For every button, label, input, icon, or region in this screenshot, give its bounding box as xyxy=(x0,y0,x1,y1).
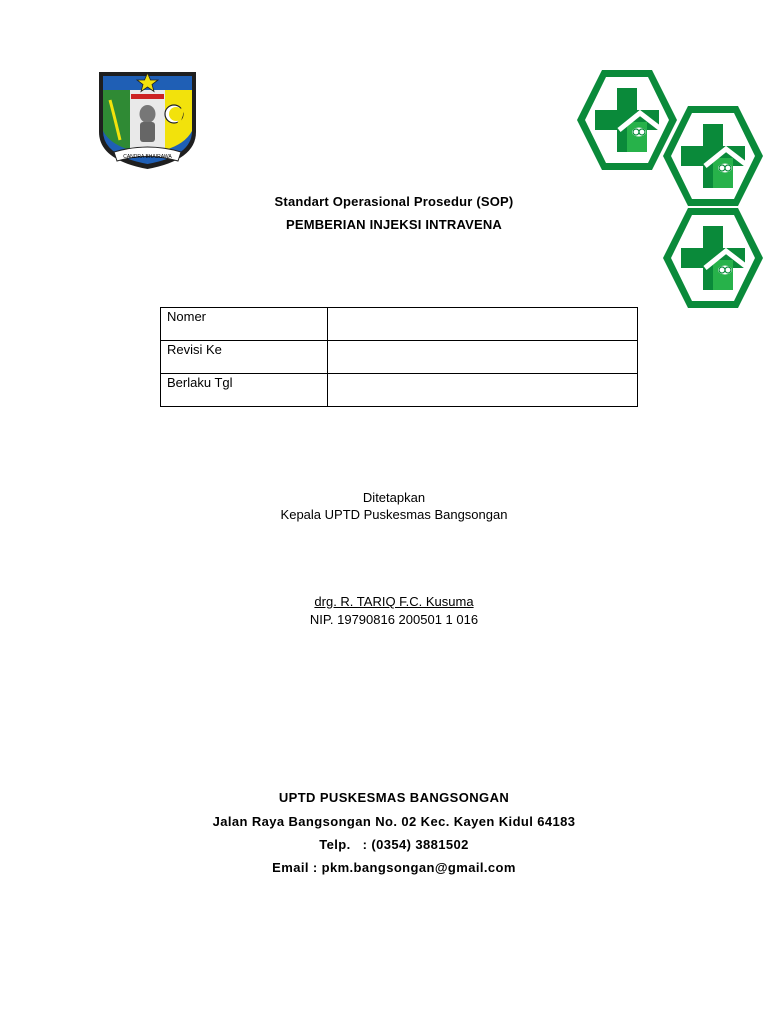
revisi-value xyxy=(328,341,638,374)
revisi-label: Revisi Ke xyxy=(161,341,328,374)
sop-subtitle: PEMBERIAN INJEKSI INTRAVENA xyxy=(285,217,503,232)
established-label: Ditetapkan xyxy=(362,490,426,505)
berlaku-value xyxy=(328,374,638,407)
puskesmas-logos xyxy=(570,68,768,318)
signatory-nip: NIP. 19790816 200501 1 016 xyxy=(309,612,479,627)
footer-address: Jalan Raya Bangsongan No. 02 Kec. Kayen Kidul 64183 xyxy=(212,814,576,829)
position-title: Kepala UPTD Puskesmas Bangsongan xyxy=(280,507,508,522)
berlaku-label: Berlaku Tgl xyxy=(161,374,328,407)
puskesmas-logo-2 xyxy=(663,106,763,206)
svg-text:CANDRA BHAIRAWA: CANDRA BHAIRAWA xyxy=(123,154,172,160)
nomer-label: Nomer xyxy=(161,308,328,341)
puskesmas-logo-1 xyxy=(577,70,677,170)
signatory-name: drg. R. TARIQ F.C. Kusuma xyxy=(314,594,474,609)
document-info-table xyxy=(160,307,638,407)
table-row xyxy=(161,308,638,341)
nomer-value xyxy=(328,308,638,341)
footer-email: Email : pkm.bangsongan@gmail.com xyxy=(272,860,516,875)
table-row xyxy=(161,374,638,407)
sop-title: Standart Operasional Prosedur (SOP) xyxy=(274,194,514,209)
footer-org-name: UPTD PUSKESMAS BANGSONGAN xyxy=(278,790,510,805)
regional-emblem-logo xyxy=(96,70,199,170)
table-row xyxy=(161,341,638,374)
footer-phone: Telp. : (0354) 3881502 xyxy=(319,837,469,852)
